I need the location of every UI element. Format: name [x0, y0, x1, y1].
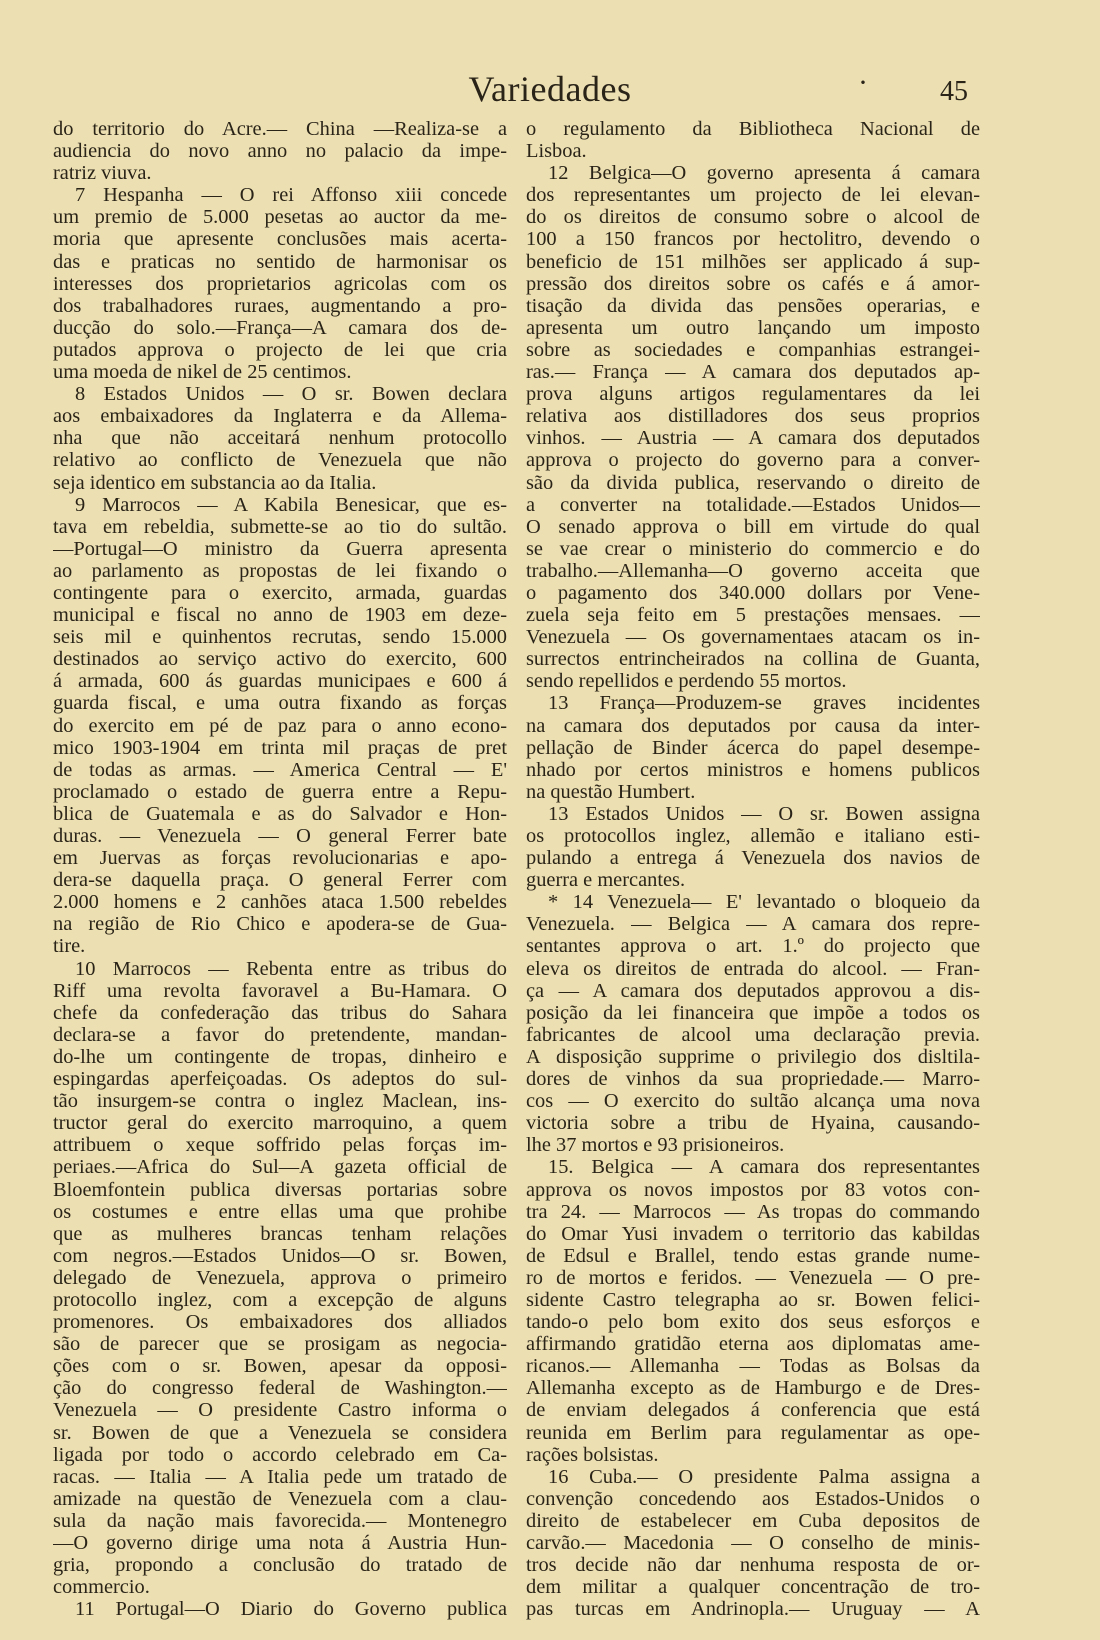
- text-line: 7 Hespanha — O rei Affonso xiii concede: [75, 184, 507, 207]
- text-line: sobre as sociedades e companhias estrangei-: [526, 338, 980, 361]
- text-line: surrectos entrincheirados na collina de Guanta,: [526, 648, 980, 671]
- text-line: trabalho.—Allemanha—O governo acceita que: [526, 559, 980, 582]
- text-line: commercio.: [53, 1576, 150, 1599]
- text-line: 16 Cuba.— O presidente Palma assigna a: [548, 1465, 980, 1488]
- text-line: mico 1903-1904 em trinta mil praças de pret: [53, 736, 507, 759]
- text-line: em Juervas as forças revolucionarias e apo-: [53, 847, 507, 870]
- text-line: se vae crear o ministerio do commercio e do: [526, 537, 980, 560]
- text-line: 2.000 homens e 2 canhões ataca 1.500 rebeldes: [53, 891, 507, 914]
- text-line: o regulamento da Bibliotheca Nacional de: [526, 118, 980, 140]
- text-line: sr. Bowen de que a Venezuela se considera: [53, 1421, 507, 1444]
- text-line: 12 Belgica—O governo apresenta á camara: [548, 162, 980, 185]
- text-line: pulando a entrega á Venezuela dos navios de: [526, 847, 980, 870]
- text-line: ção do congresso federal de Washington.—: [53, 1377, 507, 1400]
- text-line: ça — A camara dos deputados approvou a dis-: [526, 979, 980, 1002]
- text-line: tra 24. — Marrocos — As tropas do commando: [526, 1200, 980, 1223]
- text-line: dos representantes um projecto de lei elevan-: [526, 184, 980, 207]
- text-line: lhe 37 mortos e 93 prisioneiros.: [526, 1134, 785, 1157]
- text-line: rações bolsistas.: [526, 1443, 659, 1466]
- text-line: ligada por todo o accordo celebrado em Ca-: [53, 1443, 507, 1466]
- text-line: guerra e mercantes.: [526, 869, 686, 892]
- text-line: 13 França—Produzem-se graves incidentes: [548, 692, 980, 715]
- text-line: promenores. Os embaixadores dos alliados: [53, 1311, 507, 1334]
- text-line: que as mulheres brancas tenham relações: [53, 1222, 507, 1245]
- text-line: de Edsul e Brallel, tendo estas grande nume-: [526, 1244, 980, 1267]
- text-line: attribuem o xeque soffrido pelas forças im-: [53, 1134, 507, 1157]
- text-line: ratriz viuva.: [53, 162, 152, 185]
- text-line: dos trabalhadores ruraes, augmentando a pro-: [53, 294, 507, 317]
- text-line: tros decide não dar nenhuma resposta de or-: [526, 1554, 980, 1577]
- text-line: 15. Belgica — A camara dos representantes: [548, 1156, 980, 1179]
- text-line: —Portugal—O ministro da Guerra apresenta: [53, 537, 507, 560]
- text-line: relativa aos distilladores dos seus proprios: [526, 405, 980, 428]
- text-line: espingardas aperfeiçoadas. Os adeptos do sul-: [53, 1068, 507, 1091]
- text-line: proclamado o estado de guerra entre a Repu-: [53, 780, 507, 803]
- text-line: do territorio do Acre.— China —Realiza-se a: [53, 118, 507, 140]
- text-line: ções com o sr. Bowen, apesar da opposi-: [53, 1355, 507, 1378]
- text-line: seja identico em substancia ao da Italia.: [53, 471, 377, 494]
- text-line: do exercito em pé de paz para o anno econo-: [53, 714, 507, 737]
- text-line: ricanos.— Allemanha — Todas as Bolsas da: [526, 1355, 980, 1378]
- text-line: approva o projecto do governo para a conver-: [526, 449, 980, 472]
- text-line: blica de Guatemala e as do Salvador e Hon-: [53, 802, 507, 825]
- text-line: interesses dos proprietarios agricolas com os: [53, 272, 507, 295]
- text-line: reunida em Berlim para regulamentar as ope-: [526, 1421, 980, 1444]
- text-line: tando-o pelo bom exito dos seus esforços e: [526, 1311, 980, 1334]
- text-line: pellação de Binder ácerca do papel desempe-: [526, 736, 980, 759]
- text-line: affirmando gratidão eterna aos diplomatas ame-: [526, 1333, 980, 1356]
- text-line: pressão dos direitos sobre os cafés e á amor-: [526, 272, 980, 295]
- text-line: 10 Marrocos — Rebenta entre as tribus do: [75, 957, 507, 980]
- text-line: * 14 Venezuela— E' levantado o bloqueio da: [548, 891, 980, 914]
- text-line: o pagamento dos 340.000 dollars por Vene-: [526, 581, 980, 604]
- text-line: sidente Castro telegrapha ao sr. Bowen felici-: [526, 1288, 980, 1311]
- text-line: declara-se a favor do pretendente, mandan-: [53, 1023, 507, 1046]
- text-line: nhado por certos ministros e homens publicos: [526, 758, 980, 781]
- text-line: a converter na totalidade.—Estados Unidos—: [526, 493, 980, 516]
- text-line: são de parecer que se prosigam as negocia-: [53, 1333, 507, 1356]
- text-line: Venezuela — O presidente Castro informa o: [53, 1399, 507, 1422]
- text-line: um premio de 5.000 pesetas ao auctor da me-: [53, 206, 507, 229]
- text-line: tructor geral do exercito marroquino, a quem: [53, 1112, 507, 1135]
- text-line: Lisboa.: [526, 140, 587, 163]
- text-line: do-lhe um contingente de tropas, dinheiro e: [53, 1045, 507, 1068]
- text-line: seis mil e quinhentos recrutas, sendo 15.000: [53, 626, 507, 649]
- text-line: do os direitos de consumo sobre o alcool de: [526, 206, 980, 229]
- text-line: pas turcas em Andrinopla.— Uruguay — A: [526, 1598, 980, 1621]
- text-line: Venezuela — Os governamentaes atacam os in-: [526, 626, 980, 649]
- page-number: 45: [940, 76, 968, 107]
- text-line: apresenta um outro lançando um imposto: [526, 316, 980, 339]
- text-line: ducção do solo.—França—A camara dos de-: [53, 316, 507, 339]
- text-line: ras.— França — A camara dos deputados ap-: [526, 361, 980, 384]
- right-column: [526, 118, 980, 1620]
- text-line: tão insurgem-se contra o inglez Maclean, ins-: [53, 1090, 507, 1113]
- text-line: protocollo inglez, com a excepção de alguns: [53, 1288, 507, 1311]
- text-line: 8 Estados Unidos — O sr. Bowen declara: [75, 383, 507, 406]
- text-line: cos — O exercito do sultão alcança uma nova: [526, 1090, 980, 1113]
- text-line: aos embaixadores da Inglaterra e da Allema-: [53, 405, 507, 428]
- text-line: de enviam delegados á conferencia que está: [526, 1399, 980, 1422]
- text-line: na questão Humbert.: [526, 780, 696, 803]
- text-line: 11 Portugal—O Diario do Governo publica: [75, 1598, 507, 1621]
- text-line: duras. — Venezuela — O general Ferrer bate: [53, 825, 507, 847]
- text-line: fabricantes de alcool uma declaração previa.: [526, 1023, 980, 1046]
- page-title: Variedades: [468, 69, 632, 109]
- text-line: com negros.—Estados Unidos—O sr. Bowen,: [53, 1244, 507, 1267]
- text-line: 9 Marrocos — A Kabila Benesicar, que es-: [75, 493, 507, 516]
- text-line: periaes.—Africa do Sul—A gazeta official de: [53, 1156, 507, 1179]
- text-line: de todas as armas. — America Central — E': [53, 758, 507, 781]
- text-line: putados approva o projecto de lei que cria: [53, 338, 507, 361]
- text-line: Venezuela. — Belgica — A camara dos repre-: [526, 913, 980, 936]
- text-line: dera-se daquella praça. O general Ferrer com: [53, 869, 507, 892]
- text-line: nha que não acceitará nenhum protocollo: [53, 427, 507, 450]
- text-line: na região de Rio Chico e apodera-se de Gua-: [53, 913, 507, 936]
- text-line: tisação da divida das pensões operarias, e: [526, 294, 980, 317]
- running-head: [0, 64, 1100, 112]
- text-line: uma moeda de nikel de 25 centimos.: [53, 361, 352, 384]
- text-line: eleva os direitos de entrada do alcool. — Fran-: [526, 957, 980, 980]
- text-line: tava em rebeldia, submette-se ao tio do sultão.: [53, 515, 507, 538]
- text-line: ao parlamento as propostas de lei fixando o: [53, 559, 507, 582]
- text-line: vinhos. — Austria — A camara dos deputados: [526, 427, 980, 450]
- text-line: —O governo dirige uma nota á Austria Hun-: [53, 1532, 507, 1554]
- text-line: Riff uma revolta favoravel a Bu-Hamara. O: [53, 979, 507, 1002]
- text-line: beneficio de 151 milhões ser applicado á sup-: [526, 250, 980, 273]
- text-line: Allemanha excepto as de Hamburgo e de Dres-: [526, 1377, 980, 1400]
- text-line: sendo repellidos e perdendo 55 mortos.: [526, 670, 847, 693]
- text-line: sentantes approva o art. 1.º do projecto que: [526, 935, 980, 958]
- left-column: [53, 118, 507, 1620]
- text-line: destinados ao serviço activo do exercito, 600: [53, 648, 507, 671]
- text-line: dem militar a qualquer concentração de tro-: [526, 1576, 980, 1599]
- text-line: gria, propondo a conclusão do tratado de: [53, 1554, 507, 1577]
- text-line: chefe da confederação das tribus do Sahara: [53, 1001, 507, 1024]
- text-line: A disposição supprime o privilegio dos disltila-: [526, 1045, 980, 1068]
- text-line: 100 a 150 francos por hectolitro, devendo o: [526, 228, 980, 251]
- text-line: O senado approva o bill em virtude do qual: [526, 515, 980, 538]
- text-line: relativo ao conflicto de Venezuela que não: [53, 449, 507, 472]
- text-line: são da divida publica, reservando o direito de: [526, 471, 980, 494]
- text-line: das e praticas no sentido de harmonisar os: [53, 250, 507, 273]
- text-line: Bloemfontein publica diversas portarias sobre: [53, 1178, 507, 1201]
- header-dot: ·: [858, 66, 868, 99]
- text-line: sula da nação mais favorecida.— Montenegro: [53, 1509, 507, 1532]
- text-line: carvão.— Macedonia — O conselho de minis-: [526, 1532, 980, 1554]
- text-line: ro de mortos e feridos. — Venezuela — O pre-: [526, 1266, 980, 1289]
- text-line: dores de vinhos da sua propriedade.— Marro-: [526, 1068, 980, 1091]
- text-line: audiencia do novo anno no palacio da impe-: [53, 140, 507, 163]
- text-line: á armada, 600 ás guardas municipaes e 600 á: [53, 670, 507, 693]
- text-line: approva os novos impostos por 83 votos con-: [526, 1178, 980, 1201]
- text-line: 13 Estados Unidos — O sr. Bowen assigna: [548, 802, 980, 825]
- text-line: racas. — Italia — A Italia pede um tratado de: [53, 1465, 507, 1488]
- text-line: prova alguns artigos regulamentares da lei: [526, 383, 980, 406]
- text-line: direito de estabelecer em Cuba depositos de: [526, 1509, 980, 1532]
- text-line: municipal e fiscal no anno de 1903 em deze-: [53, 604, 507, 627]
- text-line: delegado de Venezuela, approva o primeiro: [53, 1266, 507, 1289]
- text-line: amizade na questão de Venezuela com a clau-: [53, 1487, 507, 1510]
- text-line: posição da lei financeira que impõe a todos os: [526, 1001, 980, 1024]
- text-line: convenção concedendo aos Estados-Unidos o: [526, 1487, 980, 1510]
- text-line: moria que apresente conclusões mais acerta-: [53, 228, 507, 251]
- text-line: guarda fiscal, e uma outra fixando as forças: [53, 692, 507, 715]
- text-line: victoria sobre a tribu de Hyaina, causando-: [526, 1112, 980, 1135]
- text-line: zuela seja feito em 5 prestações mensaes. —: [526, 604, 980, 627]
- text-line: do Omar Yusi invadem o territorio das kabildas: [526, 1222, 980, 1245]
- text-line: os costumes e entre ellas uma que prohibe: [53, 1200, 507, 1223]
- text-line: contingente para o exercito, armada, guardas: [53, 581, 507, 604]
- text-line: os protocollos inglez, allemão e italiano esti-: [526, 825, 980, 847]
- text-line: tire.: [53, 935, 86, 958]
- text-line: na camara dos deputados por causa da inter-: [526, 714, 980, 737]
